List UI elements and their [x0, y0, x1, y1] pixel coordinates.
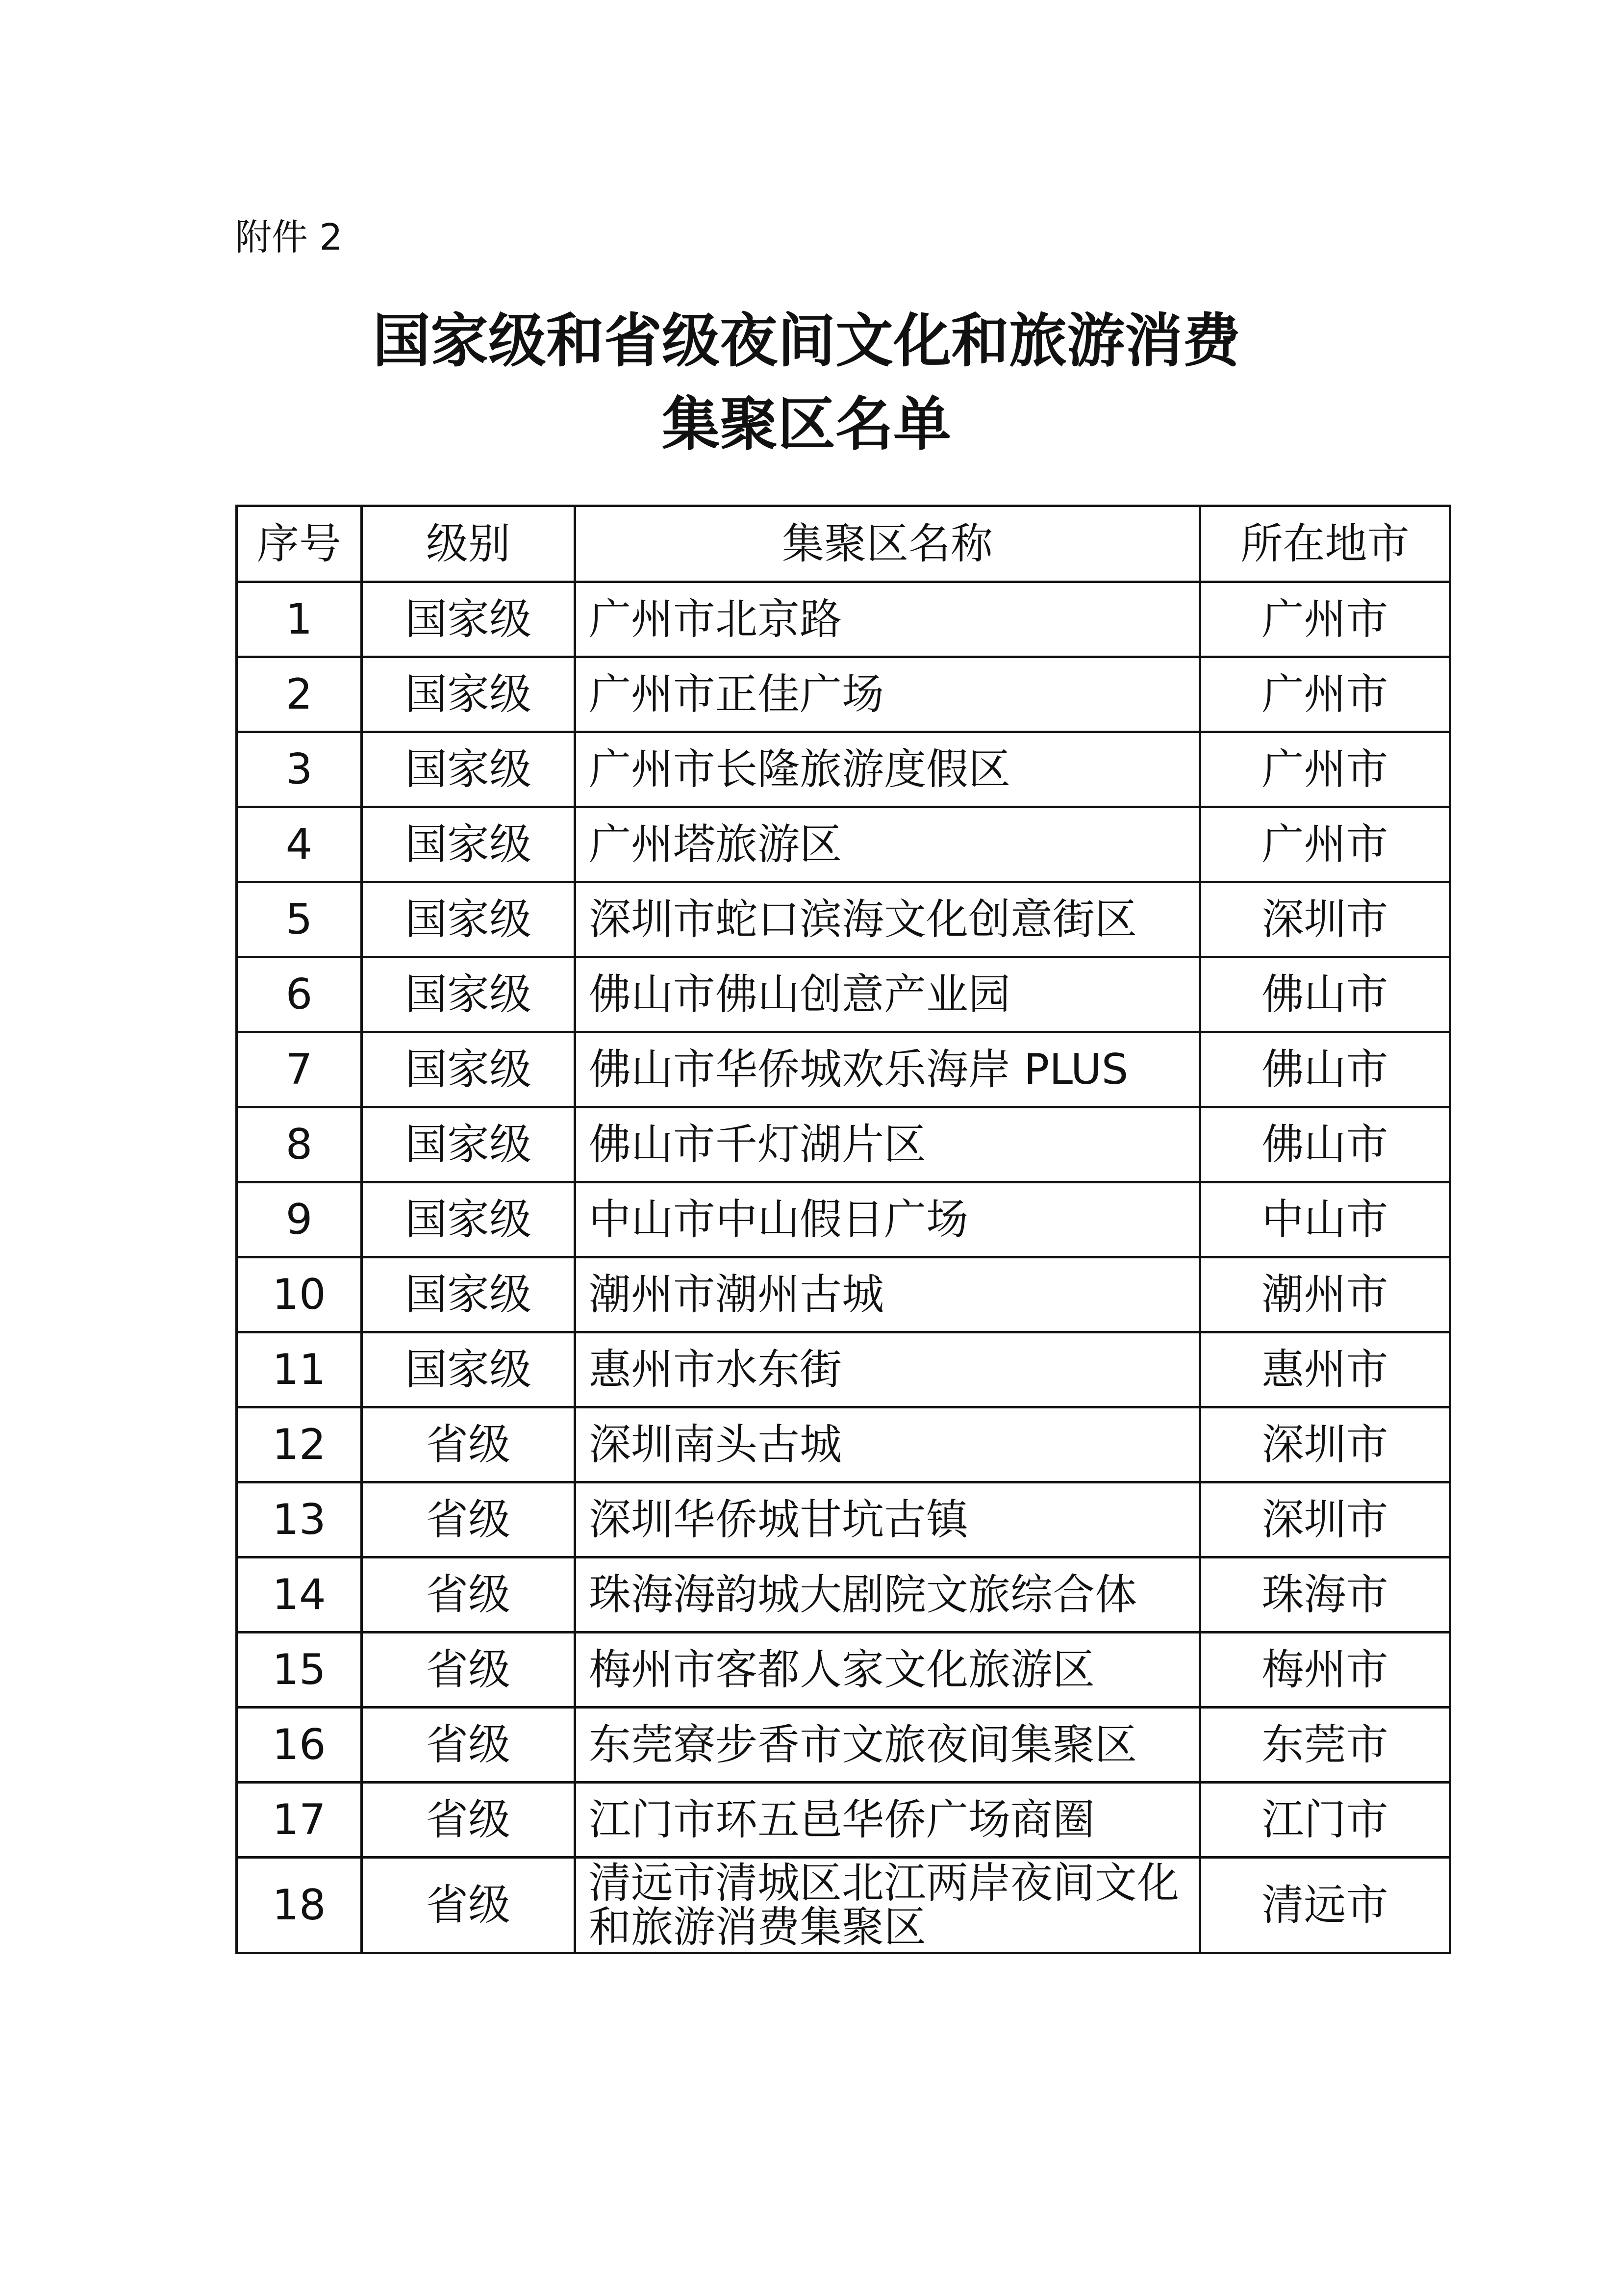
table-row [237, 1708, 1450, 1783]
zones-table [235, 505, 1451, 1954]
cell-city: 深圳市 [1200, 1407, 1450, 1482]
cell-city: 梅州市 [1200, 1633, 1450, 1708]
cell-level: 省级 [362, 1783, 575, 1858]
cell-zone-name: 东莞寮步香市文旅夜间集聚区 [575, 1708, 1200, 1783]
cell-index: 9 [237, 1182, 362, 1257]
cell-city: 东莞市 [1200, 1708, 1450, 1783]
title-line-1: 国家级和省级夜间文化和旅游消费 [372, 306, 1240, 375]
attachment-label: 附件 2 [235, 216, 343, 258]
table-row [237, 732, 1450, 807]
cell-index: 12 [237, 1407, 362, 1482]
cell-level: 国家级 [362, 1107, 575, 1182]
cell-city: 潮州市 [1200, 1257, 1450, 1332]
cell-zone-name: 广州塔旅游区 [575, 807, 1200, 882]
header-level: 级别 [362, 506, 575, 582]
cell-city: 江门市 [1200, 1783, 1450, 1858]
cell-zone-name: 深圳南头古城 [575, 1407, 1200, 1482]
table-row [237, 1783, 1450, 1858]
cell-index: 2 [237, 657, 362, 732]
cell-city: 广州市 [1200, 732, 1450, 807]
cell-index: 11 [237, 1332, 362, 1407]
cell-level: 国家级 [362, 1182, 575, 1257]
cell-level: 省级 [362, 1557, 575, 1633]
cell-city: 佛山市 [1200, 1032, 1450, 1107]
cell-level: 国家级 [362, 1032, 575, 1107]
cell-city: 广州市 [1200, 582, 1450, 657]
cell-level: 国家级 [362, 807, 575, 882]
table-row [237, 582, 1450, 657]
cell-zone-name: 深圳华侨城甘坑古镇 [575, 1482, 1200, 1557]
cell-zone-name: 广州市北京路 [575, 582, 1200, 657]
cell-index: 6 [237, 957, 362, 1032]
table-row [237, 657, 1450, 732]
cell-index: 14 [237, 1557, 362, 1633]
table-header-row [237, 506, 1450, 582]
table-row [237, 882, 1450, 957]
cell-city: 深圳市 [1200, 1482, 1450, 1557]
cell-index: 1 [237, 582, 362, 657]
cell-zone-name: 潮州市潮州古城 [575, 1257, 1200, 1332]
cell-level: 国家级 [362, 1257, 575, 1332]
cell-city: 珠海市 [1200, 1557, 1450, 1633]
cell-city: 中山市 [1200, 1182, 1450, 1257]
cell-city: 佛山市 [1200, 1107, 1450, 1182]
cell-city: 广州市 [1200, 807, 1450, 882]
cell-level: 省级 [362, 1407, 575, 1482]
table-row [237, 1257, 1450, 1332]
cell-zone-name: 珠海海韵城大剧院文旅综合体 [575, 1557, 1200, 1633]
cell-zone-name: 江门市环五邑华侨广场商圈 [575, 1783, 1200, 1858]
header-city: 所在地市 [1200, 506, 1450, 582]
table-row [237, 807, 1450, 882]
table-row [237, 957, 1450, 1032]
header-index: 序号 [237, 506, 362, 582]
cell-zone-name: 广州市长隆旅游度假区 [575, 732, 1200, 807]
header-zone-name: 集聚区名称 [575, 506, 1200, 582]
cell-zone-name: 深圳市蛇口滨海文化创意街区 [575, 882, 1200, 957]
table-row [237, 1182, 1450, 1257]
cell-city: 惠州市 [1200, 1332, 1450, 1407]
title-line-2: 集聚区名单 [661, 390, 951, 458]
table-row [237, 1407, 1450, 1482]
table-row [237, 1557, 1450, 1633]
cell-zone-name: 广州市正佳广场 [575, 657, 1200, 732]
cell-level: 国家级 [362, 582, 575, 657]
cell-city: 广州市 [1200, 657, 1450, 732]
cell-index: 13 [237, 1482, 362, 1557]
cell-index: 4 [237, 807, 362, 882]
cell-zone-name: 清远市清城区北江两岸夜间文化和旅游消费集聚区 [575, 1858, 1200, 1953]
cell-index: 10 [237, 1257, 362, 1332]
cell-index: 3 [237, 732, 362, 807]
cell-index: 16 [237, 1708, 362, 1783]
table-row [237, 1482, 1450, 1557]
cell-index: 8 [237, 1107, 362, 1182]
cell-level: 省级 [362, 1708, 575, 1783]
cell-level: 省级 [362, 1858, 575, 1953]
cell-zone-name: 惠州市水东街 [575, 1332, 1200, 1407]
cell-city: 深圳市 [1200, 882, 1450, 957]
cell-city: 清远市 [1200, 1858, 1450, 1953]
cell-index: 5 [237, 882, 362, 957]
cell-index: 15 [237, 1633, 362, 1708]
cell-zone-name: 佛山市佛山创意产业园 [575, 957, 1200, 1032]
table-row [237, 1032, 1450, 1107]
cell-level: 国家级 [362, 657, 575, 732]
cell-level: 国家级 [362, 732, 575, 807]
cell-zone-name: 梅州市客都人家文化旅游区 [575, 1633, 1200, 1708]
cell-zone-name: 佛山市千灯湖片区 [575, 1107, 1200, 1182]
cell-index: 7 [237, 1032, 362, 1107]
document-title [0, 299, 1613, 466]
cell-level: 省级 [362, 1482, 575, 1557]
table-row [237, 1633, 1450, 1708]
cell-level: 国家级 [362, 1332, 575, 1407]
table-row [237, 1107, 1450, 1182]
cell-city: 佛山市 [1200, 957, 1450, 1032]
table-row [237, 1858, 1450, 1953]
table-row [237, 1332, 1450, 1407]
cell-level: 国家级 [362, 957, 575, 1032]
cell-zone-name: 中山市中山假日广场 [575, 1182, 1200, 1257]
cell-level: 省级 [362, 1633, 575, 1708]
cell-index: 18 [237, 1858, 362, 1953]
cell-level: 国家级 [362, 882, 575, 957]
cell-zone-name: 佛山市华侨城欢乐海岸 PLUS [575, 1032, 1200, 1107]
cell-index: 17 [237, 1783, 362, 1858]
